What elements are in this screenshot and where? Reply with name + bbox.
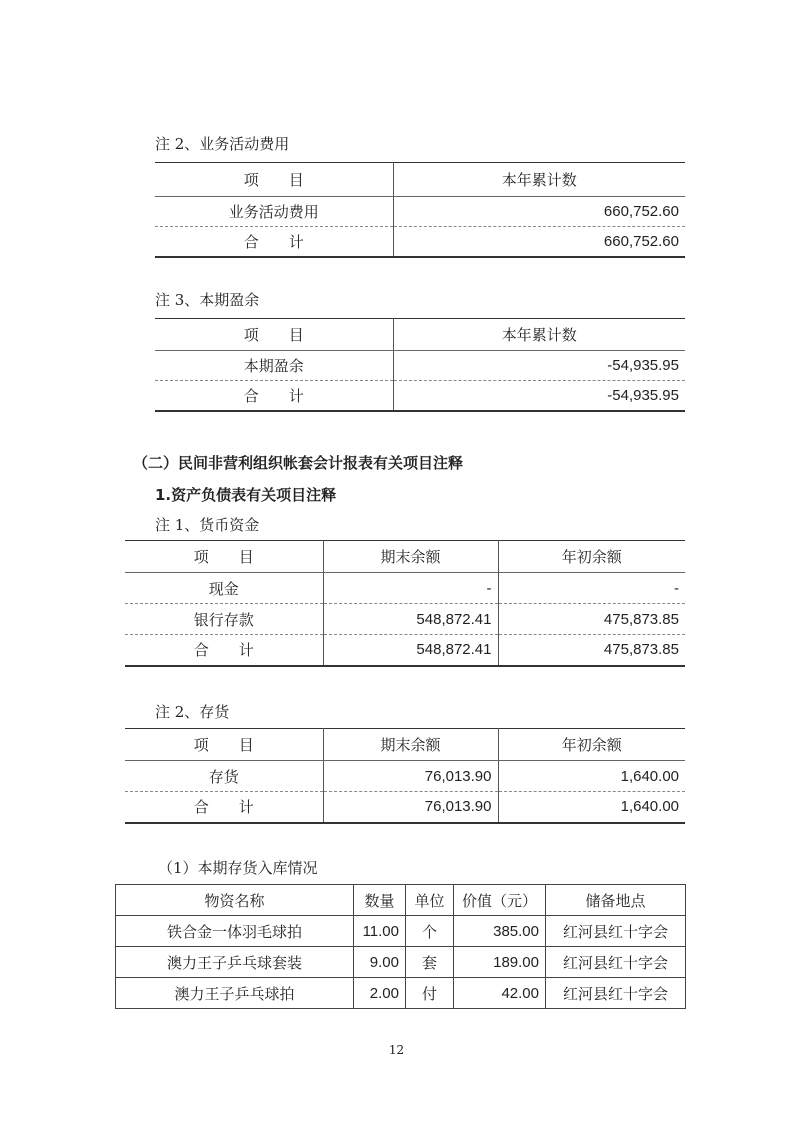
cash-row-begin: 475,873.85 bbox=[498, 604, 685, 635]
note3-header-item: 项 目 bbox=[155, 319, 393, 351]
cash-title: 注 1、货币资金 bbox=[155, 516, 260, 534]
page-number: 12 bbox=[388, 1043, 405, 1057]
inbound-row-unit: 个 bbox=[406, 916, 454, 947]
inventory-row-end: 76,013.90 bbox=[323, 761, 498, 792]
cash-table bbox=[125, 540, 685, 667]
note2-table bbox=[155, 162, 685, 258]
inbound-row-qty: 11.00 bbox=[354, 916, 406, 947]
section2-title: （二）民间非营利组织帐套会计报表有关项目注释 bbox=[133, 454, 464, 472]
cash-header-begin: 年初余额 bbox=[498, 541, 685, 573]
inbound-header-unit: 单位 bbox=[406, 885, 454, 916]
inventory-header-begin: 年初余额 bbox=[498, 729, 685, 761]
inventory-header-item: 项 目 bbox=[125, 729, 323, 761]
cash-row-label: 银行存款 bbox=[125, 604, 323, 635]
note3-table bbox=[155, 318, 685, 412]
inventory-total-end: 76,013.90 bbox=[323, 792, 498, 823]
cash-total-end: 548,872.41 bbox=[323, 635, 498, 666]
cash-row-begin: - bbox=[498, 573, 685, 604]
inbound-header-qty: 数量 bbox=[354, 885, 406, 916]
note2-total-label: 合 计 bbox=[155, 227, 393, 257]
inbound-row-value: 385.00 bbox=[454, 916, 546, 947]
inbound-row-location: 红河县红十字会 bbox=[546, 916, 686, 947]
cash-row-end: 548,872.41 bbox=[323, 604, 498, 635]
inbound-row-location: 红河县红十字会 bbox=[546, 947, 686, 978]
inbound-row-location: 红河县红十字会 bbox=[546, 978, 686, 1009]
note2-row-value: 660,752.60 bbox=[393, 197, 685, 227]
cash-header-item: 项 目 bbox=[125, 541, 323, 573]
inbound-row-name: 澳力王子乒乓球拍 bbox=[116, 978, 354, 1009]
inventory-row-label: 存货 bbox=[125, 761, 323, 792]
inbound-title: （1）本期存货入库情况 bbox=[158, 859, 318, 877]
inbound-header-value: 价值（元） bbox=[454, 885, 546, 916]
inbound-row-unit: 套 bbox=[406, 947, 454, 978]
note3-header-ytd: 本年累计数 bbox=[393, 319, 685, 351]
inbound-row-unit: 付 bbox=[406, 978, 454, 1009]
cash-header-end: 期末余额 bbox=[323, 541, 498, 573]
note3-total-label: 合 计 bbox=[155, 381, 393, 411]
inventory-title: 注 2、存货 bbox=[155, 703, 230, 721]
cash-row-end: - bbox=[323, 573, 498, 604]
note3-row-value: -54,935.95 bbox=[393, 351, 685, 381]
inbound-row-value: 42.00 bbox=[454, 978, 546, 1009]
note2-header-item: 项 目 bbox=[155, 163, 393, 197]
note3-row-label: 本期盈余 bbox=[155, 351, 393, 381]
note2-row-label: 业务活动费用 bbox=[155, 197, 393, 227]
inbound-header-location: 储备地点 bbox=[546, 885, 686, 916]
subsection1-title: 1.资产负债表有关项目注释 bbox=[155, 486, 337, 504]
inbound-header-name: 物资名称 bbox=[116, 885, 354, 916]
inbound-row-qty: 2.00 bbox=[354, 978, 406, 1009]
note2-title: 注 2、业务活动费用 bbox=[155, 135, 290, 153]
inventory-total-label: 合 计 bbox=[125, 792, 323, 823]
note2-header-ytd: 本年累计数 bbox=[393, 163, 685, 197]
inbound-row-qty: 9.00 bbox=[354, 947, 406, 978]
inbound-row-name: 澳力王子乒乓球套装 bbox=[116, 947, 354, 978]
cash-total-label: 合 计 bbox=[125, 635, 323, 666]
inbound-row-name: 铁合金一体羽毛球拍 bbox=[116, 916, 354, 947]
inventory-header-end: 期末余额 bbox=[323, 729, 498, 761]
inbound-table bbox=[115, 884, 686, 1009]
inventory-table bbox=[125, 728, 685, 824]
cash-total-begin: 475,873.85 bbox=[603, 641, 679, 659]
inventory-row-begin: 1,640.00 bbox=[498, 761, 685, 792]
cash-row-label: 现金 bbox=[125, 573, 323, 604]
note3-total-value: -54,935.95 bbox=[607, 386, 679, 404]
inbound-row-value: 189.00 bbox=[454, 947, 546, 978]
note3-title: 注 3、本期盈余 bbox=[155, 291, 260, 309]
inventory-total-begin: 1,640.00 bbox=[620, 798, 679, 816]
note2-total-value: 660,752.60 bbox=[603, 232, 679, 250]
